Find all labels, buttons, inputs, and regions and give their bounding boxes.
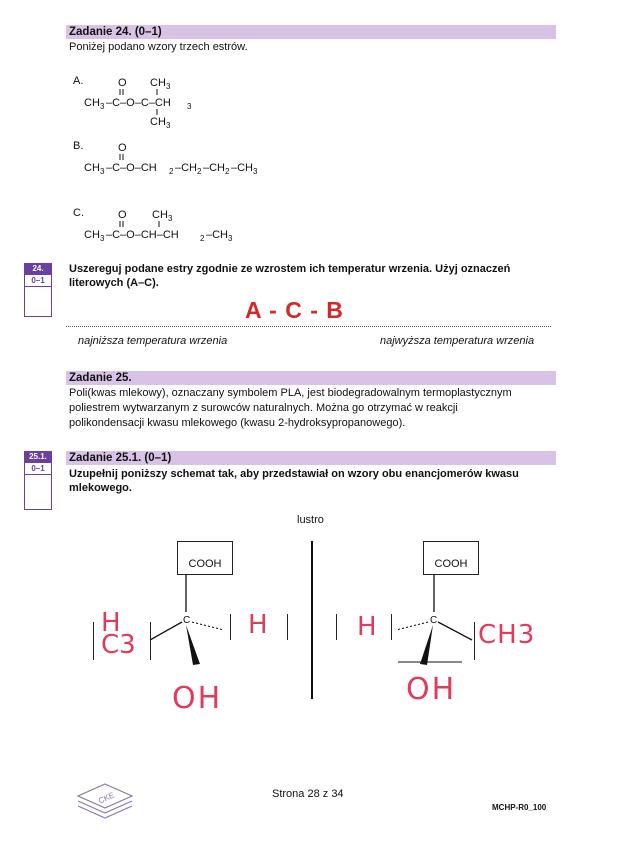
carbon-left: C (183, 615, 191, 626)
task251-question-line1: Uzupełnij poniższy schemat tak, aby przedstawiał on wzory obu enancjomerów kwasu (69, 468, 519, 480)
svg-text:3: 3 (100, 167, 105, 176)
svg-text:3: 3 (166, 82, 171, 91)
task24-question-line1: Uszereguj podane estry zgodnie ze wzrostem ich temperatur wrzenia. Użyj oznaczeń (69, 263, 511, 275)
hw-left-oh[interactable]: OH (172, 681, 223, 716)
task24-header: Zadanie 24. (0–1) (66, 25, 556, 39)
svg-text:3: 3 (228, 234, 233, 243)
svg-text:–C–O–CH–CH: –C–O–CH–CH (106, 229, 179, 241)
hw-left-h[interactable]: H (248, 610, 268, 640)
svg-text:3: 3 (187, 102, 192, 111)
svg-text:O: O (118, 209, 127, 221)
svg-text:–C–O–C–CH: –C–O–C–CH (106, 97, 171, 109)
svg-text:3: 3 (100, 234, 105, 243)
svg-text:2: 2 (225, 167, 230, 176)
ester-c-formula (80, 207, 250, 247)
task24-answer[interactable]: A - C - B (245, 297, 344, 323)
svg-text:3: 3 (253, 167, 258, 176)
answer-line (66, 326, 551, 327)
option-c-label: C. (73, 207, 84, 219)
svg-text:–CH: –CH (231, 162, 254, 174)
logo-text: CKE (96, 790, 116, 806)
task24-badge-points: 0–1 (24, 275, 52, 287)
task251-badge-points: 0–1 (24, 463, 52, 475)
svg-text:CH: CH (84, 162, 100, 174)
svg-text:CH: CH (152, 209, 168, 221)
svg-text:–CH: –CH (203, 162, 226, 174)
task24-badge-number: 24. (24, 263, 52, 275)
ester-a-formula (80, 75, 230, 130)
svg-text:CH: CH (84, 229, 100, 241)
mirror-label: lustro (297, 514, 324, 526)
svg-text:3: 3 (166, 121, 171, 130)
document-code: MCHP-R0_100 (492, 803, 547, 812)
hw-right-group[interactable]: CH3 (478, 620, 536, 650)
task25-header: Zadanie 25. (66, 371, 556, 385)
svg-text:2: 2 (169, 167, 174, 176)
svg-text:O: O (118, 77, 127, 89)
cooh-box-left: COOH (177, 541, 233, 575)
option-a-label: A. (73, 75, 84, 87)
svg-text:O: O (118, 142, 127, 154)
svg-text:2: 2 (197, 167, 202, 176)
svg-text:2: 2 (200, 234, 205, 243)
ester-b-formula (80, 140, 280, 180)
option-b-label: B. (73, 140, 84, 152)
highest-temperature-label: najwyższa temperatura wrzenia (380, 335, 535, 347)
page-number: Strona 28 z 34 (272, 788, 344, 800)
task251-header: Zadanie 25.1. (0–1) (66, 451, 556, 465)
svg-text:–CH: –CH (206, 229, 229, 241)
hw-left-group[interactable]: HC3 (101, 608, 136, 660)
task251-score-box[interactable] (24, 475, 52, 510)
carbon-right: C (430, 615, 438, 626)
svg-text:3: 3 (168, 214, 173, 223)
svg-text:3: 3 (100, 102, 105, 111)
task25-line3: polikondensacji kwasu mlekowego (kwasu 2-hydroksypropanowego). (69, 417, 406, 429)
svg-text:CH: CH (150, 116, 166, 128)
task24-question-line2: literowych (A–C). (69, 277, 159, 289)
lowest-temperature-label: najniższa temperatura wrzenia (78, 335, 228, 347)
task24-intro: Poniżej podano wzory trzech estrów. (69, 41, 248, 53)
cke-logo-icon (74, 780, 136, 820)
hw-right-h[interactable]: H (357, 612, 377, 642)
task24-score-box[interactable] (24, 287, 52, 317)
task251-badge-number: 25.1. (24, 451, 52, 463)
task251-question-line2: mlekowego. (69, 482, 132, 494)
svg-text:CH: CH (150, 77, 166, 89)
mirror-line (311, 541, 313, 699)
right-bracket-group (474, 622, 475, 660)
hw-right-oh[interactable]: OH (406, 672, 457, 707)
svg-text:–CH: –CH (175, 162, 198, 174)
svg-text:–C–O–CH: –C–O–CH (106, 162, 157, 174)
svg-text:CH: CH (84, 97, 100, 109)
task25-line2: poliestrem wytwarzanym z surowców naturalnych. Można go otrzymać w reakcji (69, 402, 458, 414)
task25-line1: Poli(kwas mlekowy), oznaczany symbolem PLA, jest biodegradowalnym termoplastycznym (69, 387, 512, 399)
cooh-box-right: COOH (423, 541, 479, 575)
